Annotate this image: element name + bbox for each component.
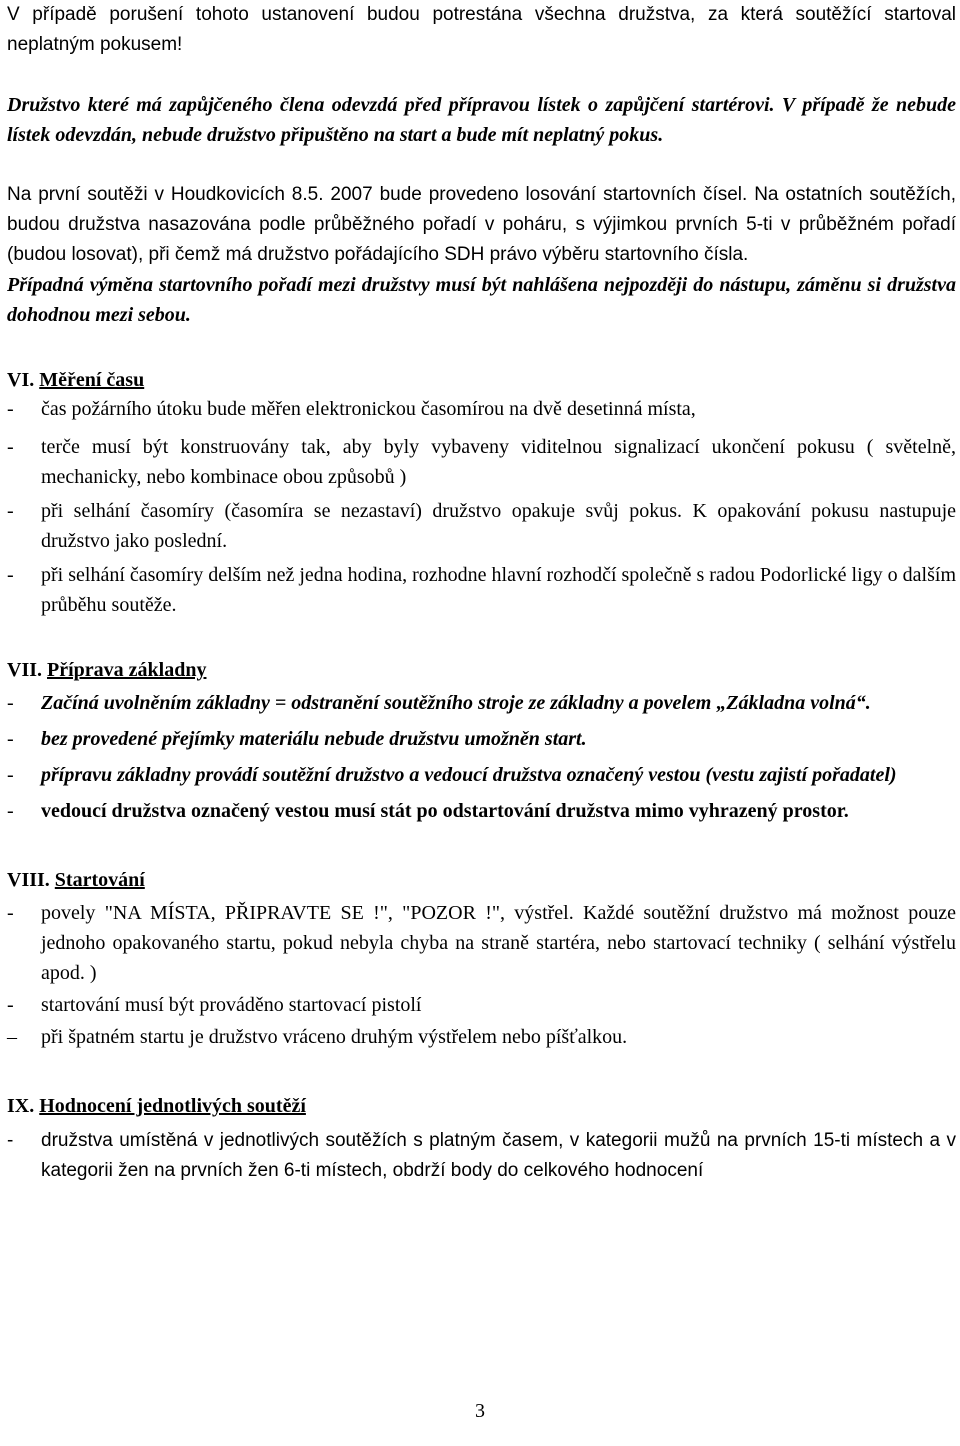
intro-paragraph-violation: V případě porušení tohoto ustanovení budou potrestána všechna družstva, za která soutěžící startoval neplatným pokusem! [7, 4, 956, 55]
document-page [7, 0, 956, 1186]
list-item: - startování musí být prováděno startovací pistolí [7, 994, 422, 1016]
section-title: Startování [54, 869, 145, 891]
section-heading-viii [7, 866, 956, 894]
section-number: VIII. [7, 869, 50, 891]
intro-paragraph-order-swap: Případná výměna startovního pořadí mezi družstvy musí být nahlášena nejpozději do nástupu, záměnu si družstva dohodnou mezi sebou. [7, 274, 956, 326]
section-ix-list [7, 1126, 956, 1186]
list-item: – při špatném startu je družstvo vráceno druhým výstřelem nebo píšťalkou. [7, 1026, 628, 1048]
list-item: - bez provedené přejímky materiálu nebude družstvu umožněn start. [7, 728, 587, 750]
list-item: - terče musí být konstruovány tak, aby byly vybaveny viditelnou signalizací ukončení pokusu ( světelně, mechanicky, nebo kombinace obou způsobů ) [7, 436, 956, 488]
section-heading-vii [7, 656, 956, 684]
list-item: - při selhání časomíry delším než jedna hodina, rozhodne hlavní rozhodčí společně s radou Podorlické ligy o dalším průběhu soutěže. [7, 564, 956, 616]
section-vi-list [7, 394, 956, 620]
section-number: VII. [7, 659, 43, 681]
section-number: VI. [7, 369, 35, 391]
list-item: - vedoucí družstva označený vestou musí stát po odstartování družstva mimo vyhrazený prostor. [7, 800, 849, 822]
list-item: - Začíná uvolněním základny = odstranění soutěžního stroje ze základny a povelem „Základna volná“. [7, 692, 871, 714]
list-item: - čas požárního útoku bude měřen elektronickou časomírou na dvě desetinná místa, [7, 398, 696, 420]
list-item: - družstva umístěná v jednotlivých soutěžích s platným časem, v kategorii mužů na prvních 15-ti místech a v kategorii žen na prvních žen 6-ti místech, obdrží body do celkového hodnocení [7, 1130, 956, 1181]
page-number: 3 [475, 1400, 485, 1422]
intro-paragraph-draw: Na první soutěži v Houdkovicích 8.5. 2007 bude provedeno losování startovních čísel. Na ostatních soutěžích, budou družstva nasazována podle průběžného pořadí v poháru, s výjimkou prvních 5-ti v průběžném pořadí (budou losovat), při čemž má družstvo pořádajícího SDH právo výběru startovního čísla. [7, 184, 956, 265]
section-heading-ix [7, 1092, 956, 1120]
section-viii-list [7, 898, 956, 1052]
section-title: Hodnocení jednotlivých soutěží [39, 1095, 306, 1117]
section-number: IX. [7, 1095, 35, 1117]
section-title: Příprava základny [47, 659, 207, 681]
list-item: - přípravu základny provádí soutěžní družstvo a vedoucí družstva označený vestou (vestu zajistí pořadatel) [7, 764, 897, 786]
section-title: Měření času [39, 369, 145, 391]
intro-paragraph-loaned-member: Družstvo které má zapůjčeného člena odevzdá před přípravou lístek o zapůjčení startérovi. V případě že nebude lístek odevzdán, nebude družstvo připuštěno na start a bude mít neplatný pokus. [7, 94, 956, 146]
list-item: - povely "NA MÍSTA, PŘIPRAVTE SE !", "POZOR !", výstřel. Každé soutěžní družstvo má možnost pouze jednoho opakovaného startu, pokud nebyla chyba na straně startéra, nebo startovací techniky ( selhání výstřelu apod. ) [7, 902, 956, 984]
section-heading-vi [7, 366, 956, 394]
section-vii-list [7, 688, 956, 826]
list-item: - při selhání časomíry (časomíra se nezastaví) družstvo opakuje svůj pokus. K opakování pokusu nastupuje družstvo jako poslední. [7, 500, 956, 552]
